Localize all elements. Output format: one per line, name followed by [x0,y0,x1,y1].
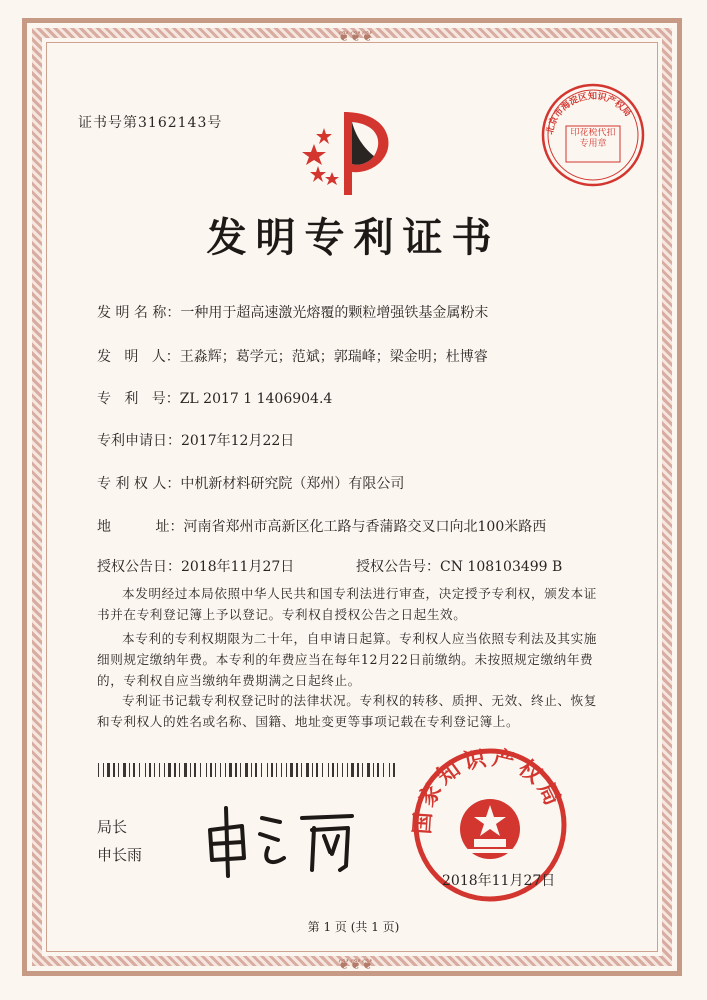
field-patentee [97,473,404,493]
certificate-title: 发明专利证书 [206,214,501,261]
field-value: 一种用于超高速激光熔覆的颗粒增强铁基金属粉末 [180,305,489,321]
field-label: 发 明 人： [97,349,180,365]
field-label: 授权公告日： [97,559,181,575]
field-value: ZL 2017 1 1406904.4 [179,391,333,407]
field-filing-date [97,430,294,450]
paragraph-legal-status: 专利证书记载专利权登记时的法律状况。专利权的转移、质押、无效、终止、恢复和专利权人的姓名或名称、国籍、地址变更等事项记载在专利登记簿上。 [97,693,597,729]
seal-text: 国家知识产权局 [410,745,567,836]
field-label: 发 明 名 称： [97,305,181,321]
paragraph-grant: 本发明经过本局依照中华人民共和国专利法进行审查，决定授予专利权，颁发本证书并在专利登记簿上予以登记。专利权自授权公告之日起生效。 [97,586,597,622]
field-label: 专 利 号： [97,391,180,407]
field-grant-number [356,556,562,576]
top-seal-text: 北京市海淀区知识产权局 [545,91,633,136]
bottom-ornament-icon: ❦❦❦ [338,957,374,973]
director-title: 局长 [97,818,128,836]
director-name: 申长雨 [97,846,143,864]
field-label: 地 址： [97,519,184,535]
field-grant-date [97,556,294,576]
paragraph-term: 本专利的专利权期限为二十年，自申请日起算。专利权人应当依照专利法及其实施细则规定缴纳年费。本专利的年费应当在每年12月22日前缴纳。未按照规定缴纳年费的，专利权自应当缴纳年费期满之日起终止。 [97,631,597,688]
field-label: 授权公告号： [356,559,440,575]
top-seal-stamp-text: 印花税代扣专用章 [570,128,616,149]
field-patent-number [97,388,332,408]
cnipa-logo-icon [296,100,406,200]
field-value: 王淼辉；葛学元；范斌；郭瑞峰；梁金明；杜博睿 [179,349,488,365]
tax-stamp-seal [538,80,648,190]
field-value: 2017年12月22日 [181,433,295,449]
field-label: 专利申请日： [97,433,181,449]
page-number: 第 1 页 (共 1 页) [307,920,400,934]
field-label: 专 利 权 人： [97,476,181,492]
barcode-icon [98,763,400,777]
seal-date: 2018年11月27日 [442,873,556,889]
field-value: CN 108103499 B [440,559,563,575]
field-value: 中机新材料研究院（郑州）有限公司 [180,476,405,492]
field-invention-name [97,302,488,322]
top-ornament-icon: ❦❦❦ [338,29,374,45]
field-inventors [97,346,488,366]
field-value: 2018年11月27日 [181,559,295,575]
field-address [97,516,546,536]
director-signature [202,800,372,880]
field-value: 河南省郑州市高新区化工路与香蒲路交叉口向北100米路西 [183,519,547,535]
certificate-number: 证书号第3162143号 [78,115,223,131]
